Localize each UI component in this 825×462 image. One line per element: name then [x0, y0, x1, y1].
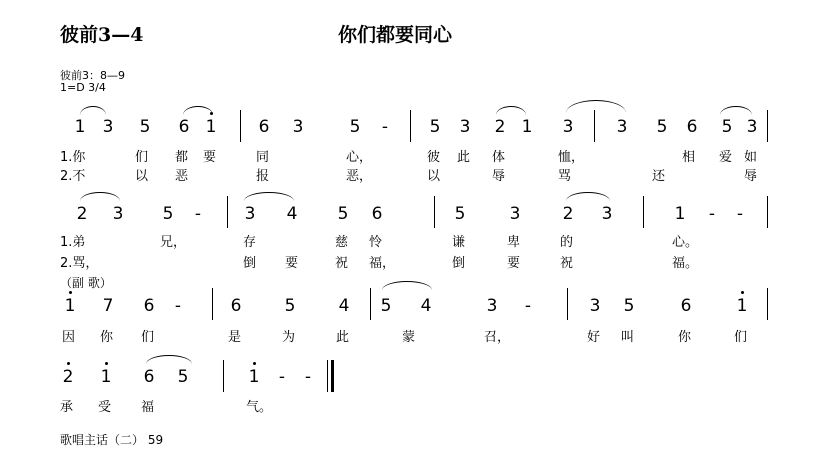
lyric: 心， [346, 150, 373, 165]
note: 3 [244, 204, 256, 224]
barline [212, 288, 213, 320]
note-high: 1 [732, 297, 752, 315]
note: 5 [429, 117, 441, 137]
lyric: 兄， [160, 235, 187, 250]
slur [80, 192, 120, 201]
lyric: 们 [135, 150, 149, 165]
lyric: 恤， [558, 150, 585, 165]
note: 6 [230, 296, 242, 316]
barline [594, 110, 595, 142]
lyric: 存 [243, 235, 257, 250]
note: 1 [521, 117, 533, 137]
dash: - [194, 204, 202, 224]
lyric: 要 [507, 256, 521, 271]
note: 6 [143, 296, 155, 316]
note: 5 [162, 204, 174, 224]
note: 5 [623, 296, 635, 316]
slur [566, 192, 610, 201]
lyric: 福， [369, 256, 396, 271]
barline [410, 110, 411, 142]
lyric: 好 [587, 330, 601, 345]
lyric: 们 [734, 330, 748, 345]
dash: - [736, 204, 744, 224]
dash: - [304, 367, 312, 387]
slur [720, 106, 752, 115]
note: 5 [721, 117, 733, 137]
dash: - [524, 296, 532, 316]
lyric: 你 [100, 330, 114, 345]
barline [240, 110, 241, 142]
slur [244, 192, 294, 201]
lyric: 骂 [558, 169, 572, 184]
note-high: 1 [201, 118, 221, 136]
lyric: 爱 [719, 150, 733, 165]
barline [227, 196, 228, 228]
lyric: 相 [682, 150, 696, 165]
lyric: 要 [203, 150, 217, 165]
lyric: 受 [98, 400, 112, 415]
lyric: 怜 [369, 235, 383, 250]
lyric: 蒙 [402, 330, 416, 345]
note: 1 [674, 204, 686, 224]
lyric: 此 [457, 150, 471, 165]
lyric: 辱 [492, 169, 506, 184]
note: 6 [178, 117, 190, 137]
barline [370, 288, 371, 320]
dash: - [708, 204, 716, 224]
note: 3 [112, 204, 124, 224]
lyric: 的 [560, 235, 574, 250]
lyric: 谦 [452, 235, 466, 250]
note: 5 [454, 204, 466, 224]
lyric: 祝 [560, 256, 574, 271]
note: 6 [258, 117, 270, 137]
note: 5 [139, 117, 151, 137]
slur [382, 281, 432, 290]
slur [496, 106, 526, 115]
note: 2 [76, 204, 88, 224]
lyric: 倒 [243, 256, 257, 271]
refrain-label: （副 歌） [60, 276, 112, 290]
note-high: 1 [60, 297, 80, 315]
lyric: 叫 [621, 330, 635, 345]
lyric: 恶 [175, 169, 189, 184]
lyric: 1.弟 [60, 235, 86, 250]
lyric: 心。 [672, 235, 699, 250]
dash: - [381, 117, 389, 137]
verse-reference: 彼前3：8—9 [60, 69, 125, 82]
note: 3 [589, 296, 601, 316]
note: 5 [284, 296, 296, 316]
note: 6 [680, 296, 692, 316]
scripture-reference-title: 彼前3—4 [60, 24, 144, 46]
note: 6 [371, 204, 383, 224]
lyric: 承 [60, 400, 74, 415]
dash: - [174, 296, 182, 316]
lyric: 还 [652, 169, 666, 184]
lyric: 为 [282, 330, 296, 345]
note: 5 [349, 117, 361, 137]
lyric: 祝 [335, 256, 349, 271]
note: 3 [562, 117, 574, 137]
lyric: 以 [427, 169, 441, 184]
lyric: 们 [141, 330, 155, 345]
key-signature: 1=D 3/4 [60, 81, 106, 94]
lyric: 如 [744, 150, 758, 165]
note-high: 1 [244, 368, 264, 386]
final-barline-thin [327, 360, 328, 392]
lyric: 以 [135, 169, 149, 184]
lyric: 此 [336, 330, 350, 345]
note: 3 [486, 296, 498, 316]
slur [566, 100, 626, 113]
lyric: 卑 [507, 235, 521, 250]
lyric: 体 [492, 150, 506, 165]
note: 5 [380, 296, 392, 316]
barline [643, 196, 644, 228]
slur [146, 355, 192, 364]
barline [767, 110, 768, 142]
lyric: 报 [256, 169, 270, 184]
source-caption: 歌唱主话（二） 59 [60, 433, 164, 447]
note: 3 [616, 117, 628, 137]
note: 6 [143, 367, 155, 387]
note: 2 [562, 204, 574, 224]
final-barline-thick [331, 360, 334, 392]
note-high: 2 [58, 368, 78, 386]
note: 3 [601, 204, 613, 224]
note: 3 [102, 117, 114, 137]
note: 1 [74, 117, 86, 137]
barline [767, 288, 768, 320]
slur [80, 106, 106, 115]
barline [567, 288, 568, 320]
slur [183, 106, 213, 115]
note: 2 [494, 117, 506, 137]
song-title: 你们都要同心 [338, 24, 453, 46]
note: 5 [177, 367, 189, 387]
lyric: 1.你 [60, 150, 86, 165]
lyric: 气。 [246, 400, 273, 415]
note: 4 [420, 296, 432, 316]
note: 4 [286, 204, 298, 224]
lyric: 是 [228, 330, 242, 345]
lyric: 福 [141, 400, 155, 415]
lyric: 都 [175, 150, 189, 165]
note: 3 [292, 117, 304, 137]
barline [434, 196, 435, 228]
note: 6 [686, 117, 698, 137]
note-high: 1 [96, 368, 116, 386]
lyric: 倒 [452, 256, 466, 271]
note: 3 [459, 117, 471, 137]
dash: - [278, 367, 286, 387]
note: 3 [746, 117, 758, 137]
note: 4 [338, 296, 350, 316]
lyric: 同 [256, 150, 270, 165]
lyric: 2.不 [60, 169, 86, 184]
lyric: 恶， [346, 169, 373, 184]
lyric: 召， [484, 330, 511, 345]
note: 5 [656, 117, 668, 137]
lyric: 因 [62, 330, 76, 345]
lyric: 要 [285, 256, 299, 271]
lyric: 彼 [427, 150, 441, 165]
barline [223, 360, 224, 392]
lyric: 你 [678, 330, 692, 345]
barline [767, 196, 768, 228]
lyric: 福。 [672, 256, 699, 271]
lyric: 慈 [335, 235, 349, 250]
lyric: 2.骂， [60, 256, 99, 271]
note: 3 [509, 204, 521, 224]
note: 7 [102, 296, 114, 316]
lyric: 辱 [744, 169, 758, 184]
note: 5 [337, 204, 349, 224]
